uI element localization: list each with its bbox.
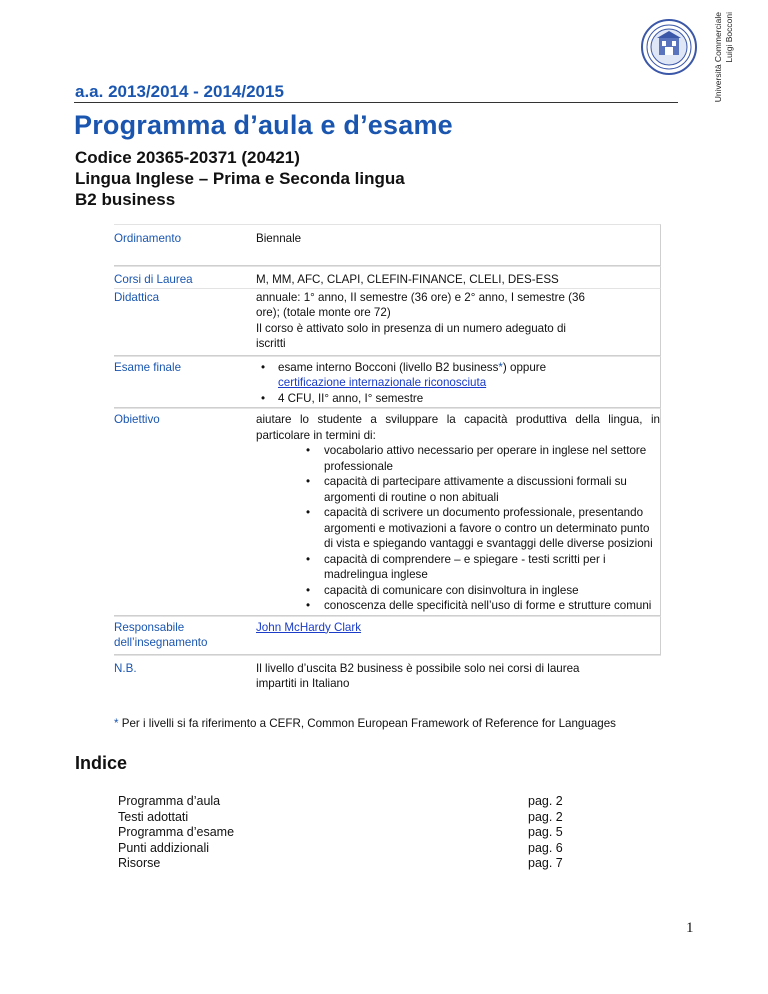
esame-item-1-text: esame interno Bocconi (livello B2 business xyxy=(278,360,499,374)
toc-entry xyxy=(118,794,598,810)
toc-label: Punti addizionali xyxy=(118,840,210,855)
page-title: Programma d’aula e d’esame xyxy=(74,110,453,140)
value-responsabile xyxy=(256,616,661,655)
didattica-line2: ore); (totale monte ore 72) xyxy=(256,306,391,319)
table-of-contents xyxy=(118,794,598,872)
label-responsabile-line1: Responsabile xyxy=(114,620,185,634)
toc-page: pag. 2 xyxy=(528,809,563,824)
responsabile-link[interactable]: John McHardy Clark xyxy=(256,620,362,634)
footnote xyxy=(114,717,616,730)
label-esame: Esame finale xyxy=(114,356,256,409)
label-didattica: Didattica xyxy=(114,288,256,356)
course-info-table xyxy=(114,224,661,692)
page-number: 1 xyxy=(686,920,694,936)
row-obiettivo xyxy=(114,408,661,616)
toc-page: pag. 7 xyxy=(528,856,563,870)
academic-years: a.a. 2013/2014 - 2014/2015 xyxy=(75,82,284,101)
obiettivo-intro: aiutare lo studente a sviluppare la capacità produttiva della lingua, in particolare in termini di: xyxy=(256,413,660,442)
university-seal-icon xyxy=(640,18,698,76)
course-level: B2 business xyxy=(75,190,176,209)
toc-entry xyxy=(118,825,598,841)
toc-page: pag. 6 xyxy=(528,840,563,855)
label-obiettivo: Obiettivo xyxy=(114,408,256,616)
university-name-line1: Università Commerciale xyxy=(713,12,723,103)
university-name xyxy=(713,12,743,103)
toc-entry xyxy=(118,841,598,857)
row-responsabile xyxy=(114,616,661,655)
row-ordinamento xyxy=(114,224,661,266)
obiettivo-item: • vocabolario attivo necessario per operare in inglese nel settore professionale xyxy=(324,443,654,474)
toc-page: pag. 2 xyxy=(528,794,563,808)
value-esame xyxy=(256,356,661,409)
row-esame xyxy=(114,356,661,409)
row-didattica xyxy=(114,288,661,356)
toc-entry xyxy=(118,856,598,872)
course-language: Lingua Inglese – Prima e Seconda lingua xyxy=(75,169,405,188)
toc-label: Programma d’esame xyxy=(118,825,235,839)
course-code: Codice 20365-20371 (20421) xyxy=(75,148,300,167)
row-nb xyxy=(114,655,661,692)
header-divider xyxy=(74,102,678,103)
toc-entry xyxy=(118,810,598,826)
index-title: Indice xyxy=(75,753,128,773)
obiettivo-item: • capacità di comprendere – e spiegare - testi scritti per i madrelingua inglese xyxy=(324,552,654,583)
didattica-line3: Il corso è attivato solo in presenza di un numero adeguato di xyxy=(256,321,567,335)
esame-item-1 xyxy=(278,360,660,391)
label-corsi: Corsi di Laurea xyxy=(114,266,256,288)
label-nb: N.B. xyxy=(114,655,256,692)
label-responsabile-line2: dell’insegnamento xyxy=(114,636,208,649)
didattica-line1: annuale: 1° anno, II semestre (36 ore) e 2° anno, I semestre (36 xyxy=(256,290,585,304)
didattica-line4: iscritti xyxy=(256,337,286,350)
value-obiettivo xyxy=(256,408,661,616)
label-ordinamento: Ordinamento xyxy=(114,224,256,266)
toc-page: pag. 5 xyxy=(528,825,563,839)
nb-line2: impartiti in Italiano xyxy=(256,677,350,690)
value-ordinamento: Biennale xyxy=(256,224,661,266)
value-didattica xyxy=(256,288,661,356)
certificazione-link[interactable]: certificazione internazionale riconosciuta xyxy=(278,376,487,389)
row-corsi xyxy=(114,266,661,288)
obiettivo-item: • capacità di partecipare attivamente a discussioni formali su argomenti di routine o non abituali xyxy=(324,474,654,505)
obiettivo-item: • conoscenza delle specificità nell’uso di forme e strutture comuni xyxy=(324,598,654,614)
toc-label: Risorse xyxy=(118,856,161,870)
footnote-star: * xyxy=(498,360,503,374)
esame-item-1-tail: ) oppure xyxy=(502,360,547,374)
value-corsi: M, MM, AFC, CLAPI, CLEFIN-FINANCE, CLELI, DES-ESS xyxy=(256,266,661,288)
footnote-star: * xyxy=(114,717,119,730)
footnote-text: Per i livelli si fa riferimento a CEFR, Common European Framework of Reference for Languages xyxy=(118,717,616,730)
obiettivo-item: • capacità di scrivere un documento professionale, presentando argomenti e motivazioni a favore o contro un determinato punto di vista e spiegando vantaggi e svantaggi delle diverse posizioni xyxy=(324,505,654,552)
university-name-line2: Luigi Bocconi xyxy=(724,12,734,63)
toc-label: Testi adottati xyxy=(118,809,189,824)
obiettivo-item: • capacità di comunicare con disinvoltura in inglese xyxy=(324,583,654,599)
label-responsabile xyxy=(114,616,256,655)
value-nb xyxy=(256,655,661,692)
toc-label: Programma d’aula xyxy=(118,794,221,808)
nb-line1: Il livello d’uscita B2 business è possibile solo nei corsi di laurea xyxy=(256,661,580,675)
esame-item-2: • 4 CFU, II° anno, I° semestre xyxy=(278,391,660,407)
